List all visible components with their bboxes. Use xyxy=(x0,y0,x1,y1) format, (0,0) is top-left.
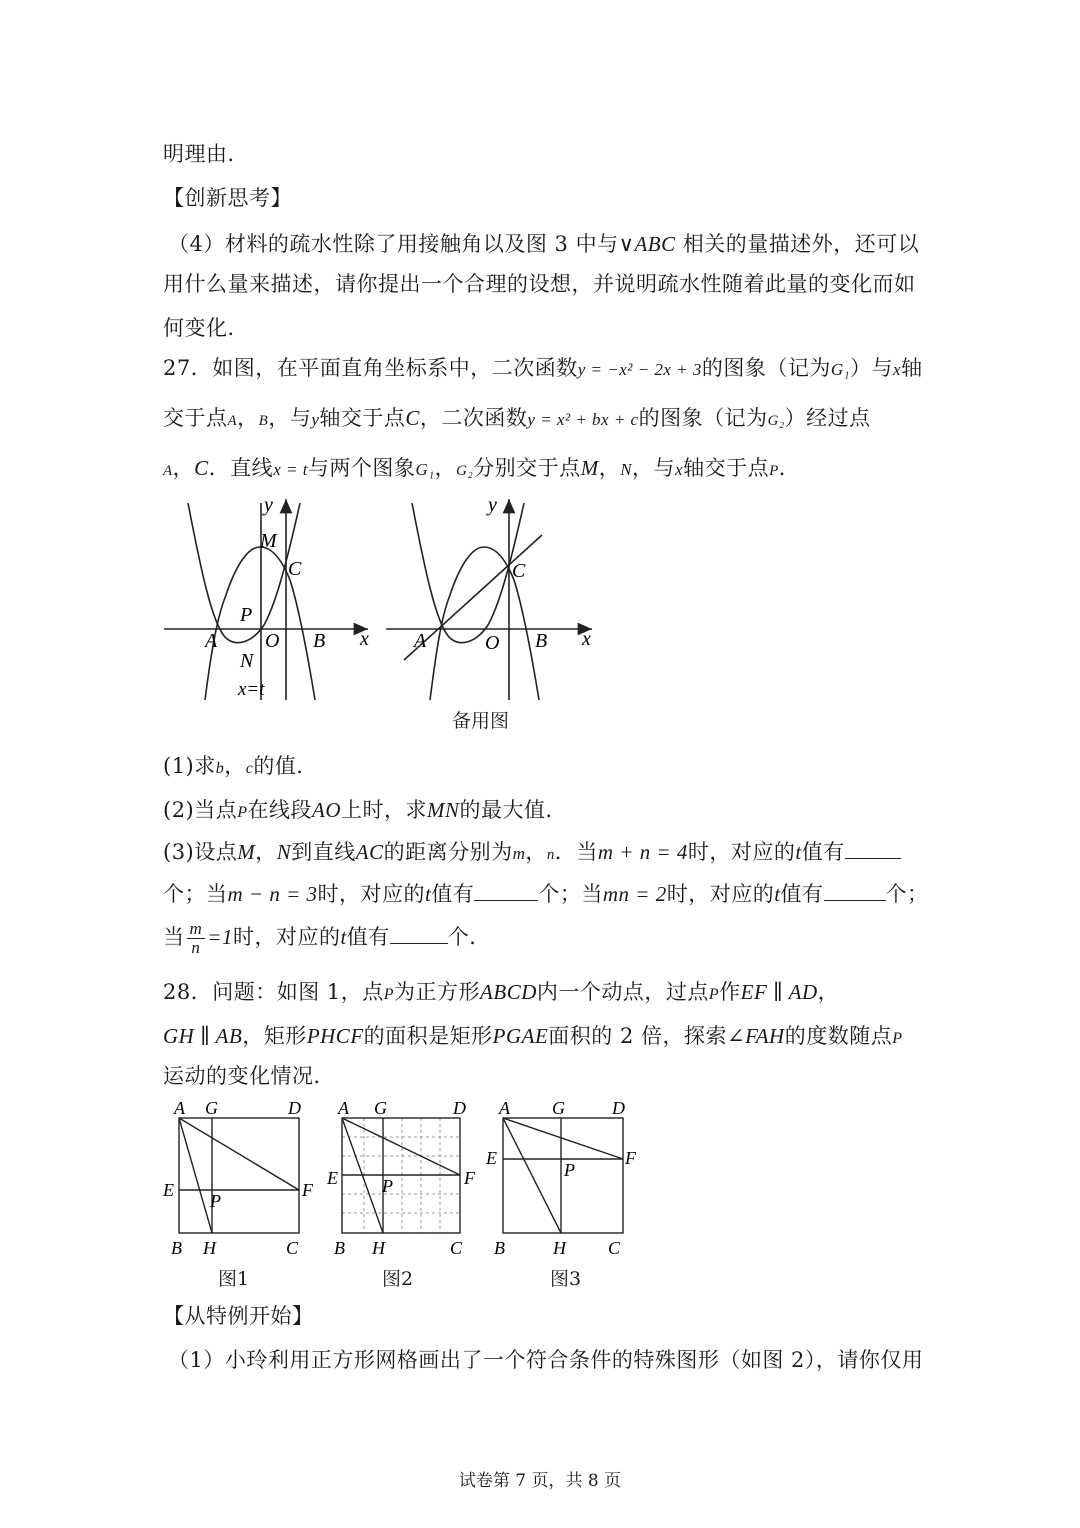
svg-text:G: G xyxy=(205,1098,218,1118)
question-27-line-1: 27．如图，在平面直角坐标系中，二次函数y = −x² − 2x + 3的图象（记为G₁）与x轴 xyxy=(163,356,923,380)
text-line: （4）材料的疏水性除了用接触角以及图 3 中与∨ABC 相关的量描述外，还可以 xyxy=(168,232,920,256)
label-y: y xyxy=(264,495,273,516)
svg-text:C: C xyxy=(286,1238,299,1258)
svg-text:G: G xyxy=(552,1098,565,1118)
svg-text:H: H xyxy=(203,1238,216,1258)
svg-text:E: E xyxy=(486,1148,497,1168)
svg-text:G: G xyxy=(374,1098,387,1118)
section-heading: 【创新思考】 xyxy=(163,186,292,210)
svg-text:F: F xyxy=(464,1168,475,1188)
fraction-m-over-n: $\frac{m}{n}$ xyxy=(187,920,206,957)
answer-blank[interactable] xyxy=(474,880,538,901)
svg-text:A: A xyxy=(338,1098,349,1118)
backup-figure-caption: 备用图 xyxy=(452,710,510,732)
q27-figure-2 xyxy=(382,495,602,705)
sub-question-3-line-3: 当 $\frac{m}{n}$ =1时，对应的t值有 个． xyxy=(163,919,491,957)
label-C: C xyxy=(512,560,526,582)
label-N: N xyxy=(240,650,254,672)
sub-question-3-line-1: (3)设点M，N到直线AC的距离分别为m，n．当m + n = 4时，对应的t值有 xyxy=(163,836,901,866)
text-line: 用什么量来描述，请你提出一个合理的设想，并说明疏水性随着此量的变化而如 xyxy=(163,272,916,296)
text-line: 何变化． xyxy=(163,316,249,340)
label-O: O xyxy=(485,632,500,654)
label-x: x xyxy=(582,628,591,650)
q28-figures xyxy=(160,1094,640,1260)
svg-text:C: C xyxy=(608,1238,621,1258)
q28-figure-2 xyxy=(326,1098,476,1258)
curve-g2 xyxy=(412,503,524,643)
answer-blank[interactable] xyxy=(824,880,886,901)
figure-caption-1: 图1 xyxy=(218,1268,250,1290)
answer-blank[interactable] xyxy=(390,923,448,944)
svg-text:D: D xyxy=(612,1098,625,1118)
label-O: O xyxy=(265,630,280,652)
page-footer: 试卷第 7 页，共 8 页 xyxy=(458,1471,622,1491)
question-27-line-3: A，C．直线x = t与两个图象G₁，G₂分别交于点M，N，与x轴交于点P． xyxy=(163,456,801,480)
label-P: P xyxy=(240,604,253,626)
label-x-eq-t: x=t xyxy=(238,679,265,700)
svg-text:P: P xyxy=(382,1176,393,1196)
sub-question-1: (1)求b，c的值． xyxy=(163,754,318,778)
svg-text:F: F xyxy=(625,1148,636,1168)
svg-text:H: H xyxy=(553,1238,566,1258)
svg-text:B: B xyxy=(171,1238,182,1258)
sub-question-2: (2)当点P在线段AO上时，求MN的最大值． xyxy=(163,798,568,822)
label-B: B xyxy=(535,630,548,652)
sub-question-3-line-2: 个；当m − n = 3时，对应的t值有 个；当mn = 2时，对应的t值有 个； xyxy=(163,882,929,906)
svg-text:B: B xyxy=(494,1238,505,1258)
svg-text:D: D xyxy=(453,1098,466,1118)
label-A: A xyxy=(205,630,218,652)
svg-text:P: P xyxy=(564,1160,575,1180)
svg-text:C: C xyxy=(450,1238,463,1258)
svg-text:A: A xyxy=(174,1098,185,1118)
label-C: C xyxy=(288,558,302,580)
label-x: x xyxy=(360,628,369,650)
label-B: B xyxy=(313,630,326,652)
svg-text:P: P xyxy=(210,1191,221,1211)
svg-text:F: F xyxy=(302,1180,313,1200)
svg-text:E: E xyxy=(327,1168,338,1188)
svg-text:H: H xyxy=(372,1238,385,1258)
question-27-line-2: 交于点A，B，与y轴交于点C，二次函数y = x² + bx + c的图象（记为G₂）经过点 xyxy=(163,406,871,430)
question-28-line-2: GH ∥ AB，矩形PHCF的面积是矩形PGAE面积的 2 倍，探索∠FAH的度数随点P xyxy=(163,1024,903,1048)
svg-text:B: B xyxy=(334,1238,345,1258)
q27-figure-1 xyxy=(160,495,380,705)
q28-figure-1 xyxy=(162,1098,314,1258)
question-28-line-3: 运动的变化情况． xyxy=(163,1064,335,1088)
label-y: y xyxy=(488,495,497,516)
label-M: M xyxy=(260,530,277,552)
answer-blank[interactable] xyxy=(845,838,901,859)
label-A: A xyxy=(414,630,427,652)
text-line: 明理由． xyxy=(163,142,249,166)
section-heading: 【从特例开始】 xyxy=(163,1304,314,1328)
figure-caption-3: 图3 xyxy=(550,1268,582,1290)
figure-caption-2: 图2 xyxy=(382,1268,414,1290)
q28-figure-3 xyxy=(485,1098,637,1258)
svg-text:D: D xyxy=(288,1098,301,1118)
svg-text:E: E xyxy=(163,1180,174,1200)
text-line: （1）小玲利用正方形网格画出了一个符合条件的特殊图形（如图 2），请你仅用 xyxy=(168,1348,924,1372)
question-28-line-1: 28．问题：如图 1，点P为正方形ABCD内一个动点，过点P作EF ∥ AD， xyxy=(163,980,840,1004)
svg-text:A: A xyxy=(499,1098,510,1118)
